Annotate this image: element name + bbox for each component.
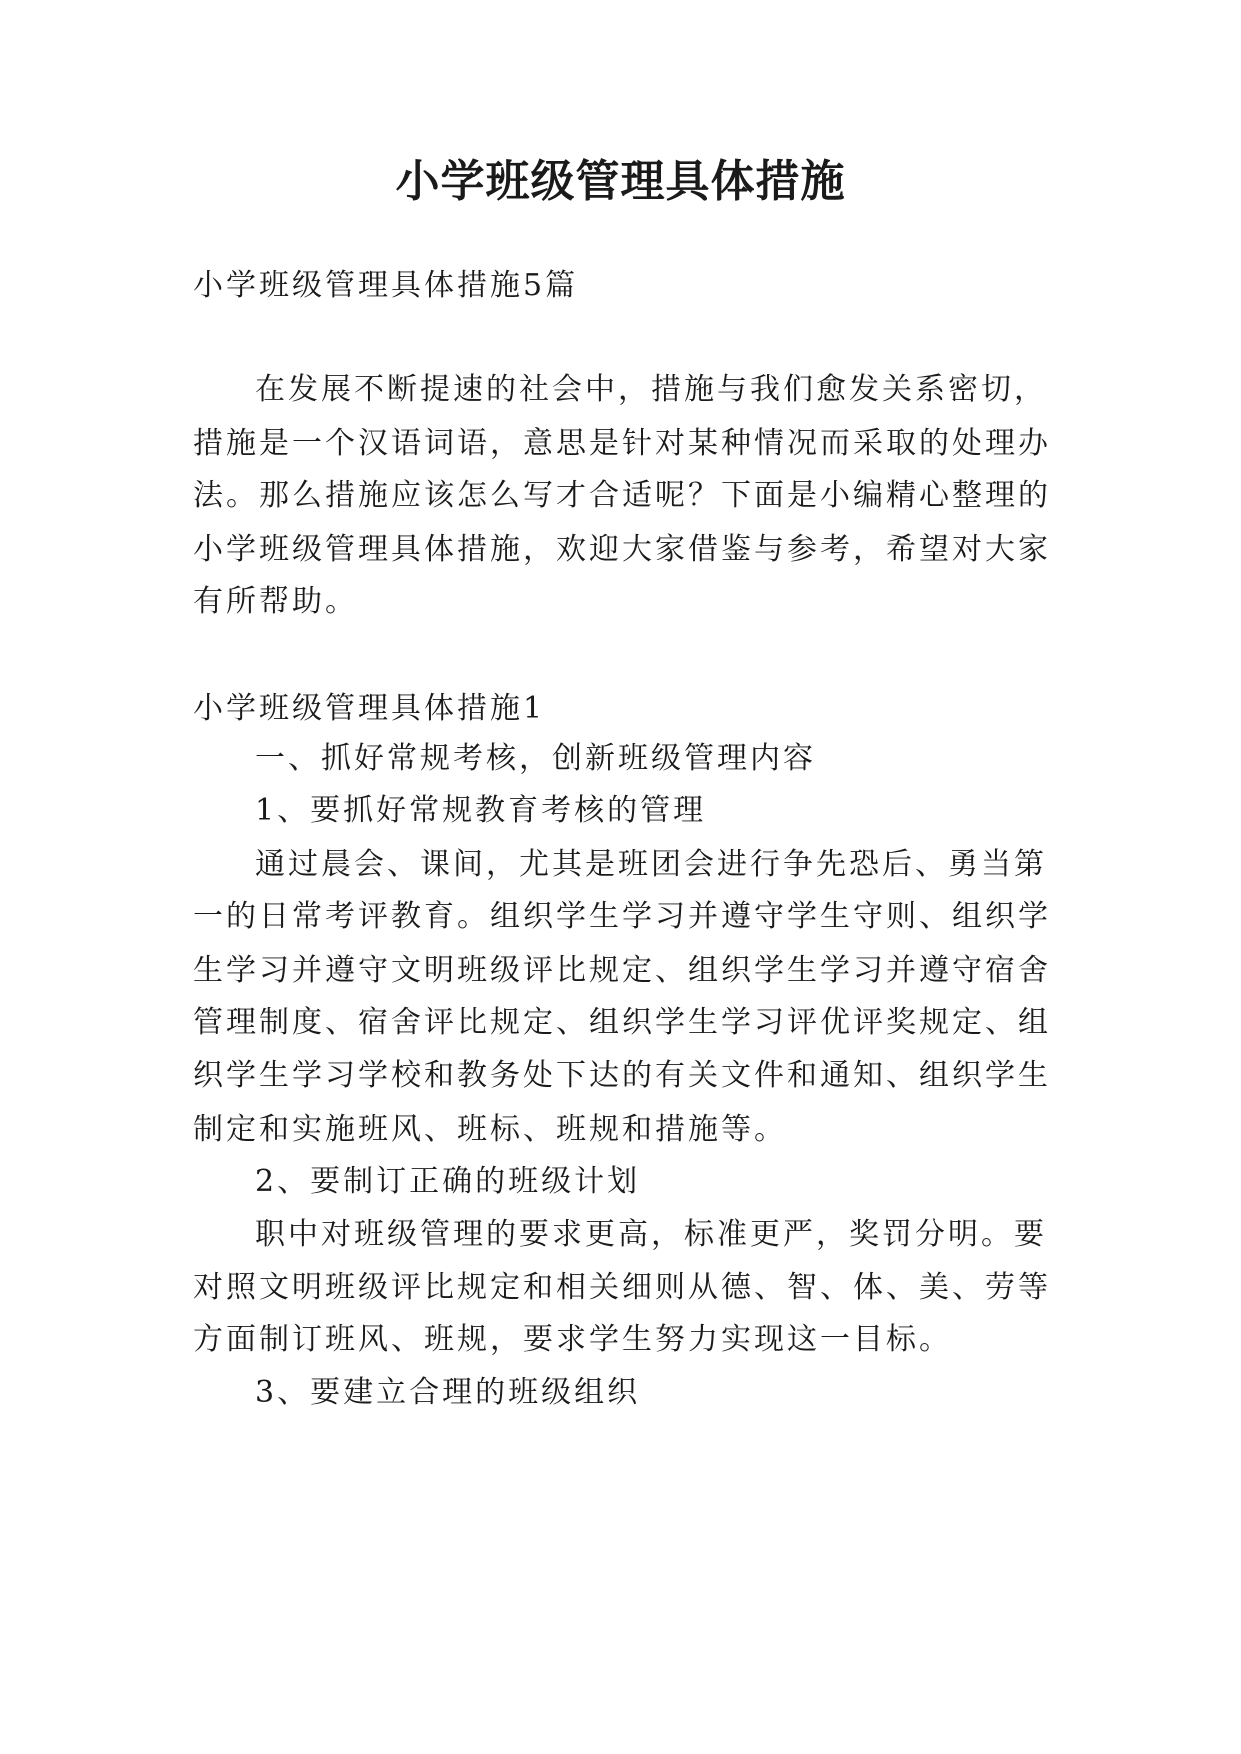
body-line: 职中对班级管理的要求更高，标准更严，奖罚分明。要	[255, 1217, 1047, 1252]
intro-line: 法。那么措施应该怎么写才合适呢？下面是小编精心整理的	[193, 478, 1051, 513]
intro-line: 有所帮助。	[193, 584, 358, 619]
intro-line: 在发展不断提速的社会中，措施与我们愈发关系密切，	[255, 372, 1047, 407]
body-line: 管理制度、宿舍评比规定、组织学生学习评优评奖规定、组	[193, 1005, 1051, 1040]
intro-line: 措施是一个汉语词语，意思是针对某种情况而采取的处理办	[193, 426, 1051, 461]
item-heading: 2、要制订正确的班级计划	[255, 1164, 641, 1199]
body-line: 一的日常考评教育。组织学生学习并遵守学生守则、组织学	[193, 899, 1051, 934]
item-heading: 1、要抓好常规教育考核的管理	[255, 793, 707, 828]
section-heading: 小学班级管理具体措施1	[193, 691, 546, 726]
body-line: 通过晨会、课间，尤其是班团会进行争先恐后、勇当第	[255, 847, 1047, 882]
body-line: 生学习并遵守文明班级评比规定、组织学生学习并遵守宿舍	[193, 953, 1051, 988]
document-title: 小学班级管理具体措施	[395, 156, 846, 207]
part-heading: 一、抓好常规考核，创新班级管理内容	[255, 741, 816, 776]
body-line: 对照文明班级评比规定和相关细则从德、智、体、美、劳等	[193, 1270, 1051, 1305]
intro-line: 小学班级管理具体措施，欢迎大家借鉴与参考，希望对大家	[193, 532, 1051, 567]
document-subtitle: 小学班级管理具体措施5篇	[193, 268, 579, 303]
item-heading: 3、要建立合理的班级组织	[255, 1375, 641, 1410]
body-line: 方面制订班风、班规，要求学生努力实现这一目标。	[193, 1322, 952, 1357]
body-line: 织学生学习学校和教务处下达的有关文件和通知、组织学生	[193, 1058, 1051, 1093]
body-line: 制定和实施班风、班标、班规和措施等。	[193, 1112, 787, 1147]
